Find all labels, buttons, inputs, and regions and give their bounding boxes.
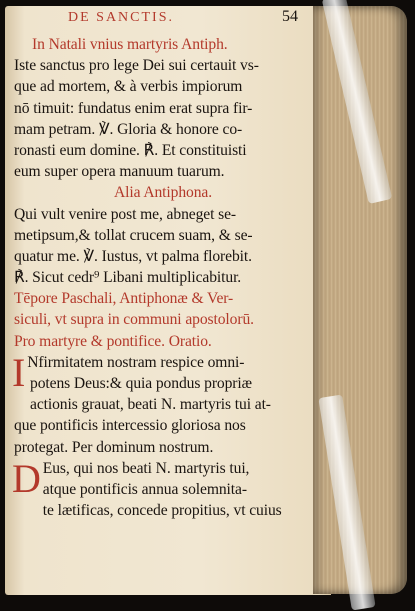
text-line-content: siculi, vt supra in communi apostolorū. — [14, 311, 254, 329]
text-line — [14, 225, 312, 246]
text-line-content: Pro martyre & pontifice. Oratio. — [14, 332, 212, 350]
text-line-content: que ad mortem, & à verbis impiorum — [14, 78, 243, 96]
text-line-content: atque pontificis annua solemnita- — [42, 480, 247, 498]
text-line-content: Alia Antiphona. — [113, 184, 213, 202]
text-line — [14, 500, 312, 521]
text-line-content: potens Deus:& quia pondus propriæ — [30, 375, 252, 392]
page-number: 54 — [282, 8, 298, 25]
text-line — [14, 98, 312, 119]
text-line — [14, 204, 312, 225]
text-line — [14, 119, 312, 140]
drop-cap: D — [12, 455, 41, 501]
text-line — [14, 479, 312, 500]
text-line-content: Iste sanctus pro lege Dei sui certauit vs- — [14, 57, 259, 75]
text-line-content: Eus, qui nos beati N. martyris tui, — [42, 459, 250, 477]
text-line-content: eum super opera manuum tuarum. — [14, 163, 225, 181]
text-line-content: protegat. Per dominum nostrum. — [14, 438, 214, 456]
text-line — [14, 437, 312, 458]
text-line — [14, 394, 312, 415]
text-line — [14, 76, 312, 97]
text-line-content: Qui vult venire post me, abneget se- — [14, 205, 237, 223]
text-line-content: quatur me. ℣. Iustus, vt palma florebit. — [14, 247, 252, 265]
text-line — [14, 140, 312, 161]
text-line-content: actionis grauat, beati N. martyris tui at- — [30, 396, 271, 414]
text-line — [14, 288, 312, 309]
running-head-title: DE SANCTIS. — [68, 10, 175, 25]
text-line — [14, 182, 312, 203]
text-line — [14, 161, 312, 182]
page-text — [14, 34, 312, 521]
text-line-content: Tēpore Paschali, Antiphonæ & Ver- — [14, 290, 234, 308]
text-line — [14, 331, 312, 352]
text-line — [14, 34, 312, 55]
text-line-content: ronasti eum domine. ℟. Et constituisti — [14, 141, 247, 159]
text-line-content: ℟. Sicut cedr⁹ Libani multiplicabitur. — [14, 269, 242, 287]
text-line-content: metipsum,& tollat crucem suam, & se- — [14, 226, 253, 244]
text-line — [14, 267, 312, 288]
text-line-content: que pontificis intercessio gloriosa nos — [14, 417, 246, 435]
text-line — [14, 415, 312, 436]
text-line-content: te lætificas, concede propitius, vt cuius — [42, 502, 282, 520]
text-line — [14, 373, 312, 394]
drop-cap: I — [12, 349, 26, 395]
text-line — [14, 55, 312, 76]
text-line — [14, 246, 312, 267]
text-line-content: In Natali vnius martyris Antiph. — [32, 36, 228, 53]
running-head — [30, 8, 310, 30]
text-line-content: mam petram. ℣. Gloria & honore co- — [14, 120, 243, 138]
text-line-content: Nfirmitatem nostram respice omni- — [27, 353, 245, 371]
text-line — [14, 309, 312, 330]
text-line-content: nō timuit: fundatus enim erat supra fir- — [14, 99, 253, 117]
